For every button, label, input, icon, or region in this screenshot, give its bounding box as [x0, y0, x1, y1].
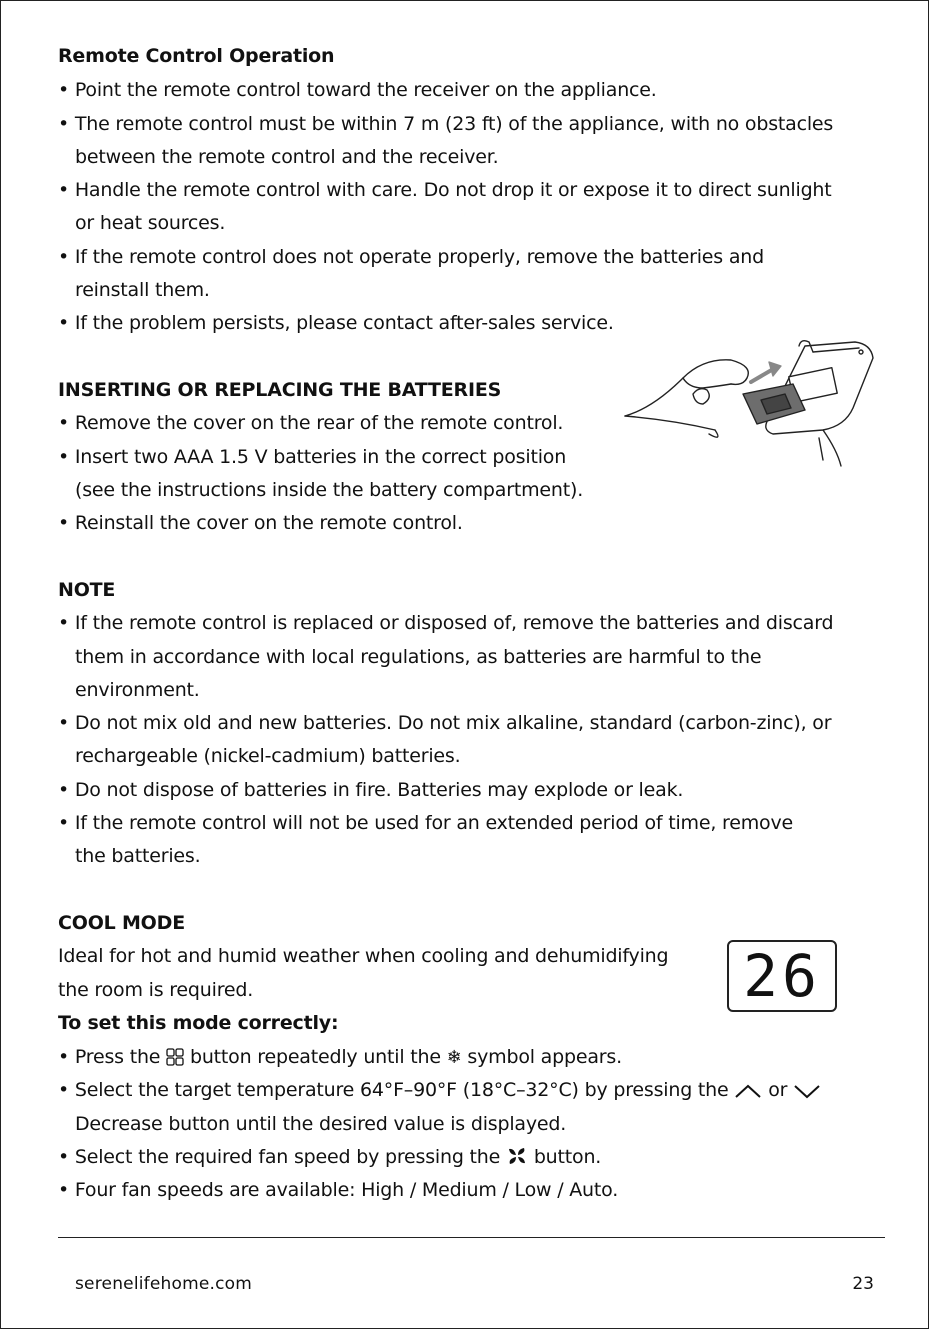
note-line-1: • If the remote control is replaced or disposed of, remove the batteries and discard	[58, 612, 834, 634]
cool-line-1-part-1: • Press the	[58, 1046, 161, 1068]
cool-line-4	[58, 1146, 601, 1168]
down-arrow-icon	[793, 1083, 821, 1099]
cool-line-1-part-2: button repeatedly until the	[189, 1046, 441, 1068]
note-line-8: the batteries.	[75, 845, 201, 867]
cool-line-1	[58, 1046, 622, 1069]
cool-intro-2: the room is required.	[58, 979, 254, 1001]
note-line-3: environment.	[75, 679, 200, 701]
cool-line-2-part-2: or	[768, 1079, 788, 1101]
cool-line-2-part-1: • Select the target temperature 64°F–90°F (18°C–32°C) by pressing the	[58, 1079, 729, 1101]
cool-line-1-part-3: symbol appears.	[467, 1046, 622, 1068]
cool-heading: COOL MODE	[58, 912, 185, 934]
temperature-display	[727, 940, 837, 1012]
remote-line-1: • Point the remote control toward the receiver on the appliance.	[58, 79, 657, 101]
remote-line-8: • If the problem persists, please contact after-sales service.	[58, 312, 614, 334]
cool-line-4-part-2: button.	[533, 1146, 602, 1168]
note-heading: NOTE	[58, 579, 116, 601]
note-line-6: • Do not dispose of batteries in fire. Batteries may explode or leak.	[58, 779, 684, 801]
remote-line-4: • Handle the remote control with care. Do not drop it or expose it to direct sunlight	[58, 179, 832, 201]
cool-intro-1: Ideal for hot and humid weather when cooling and dehumidifying	[58, 945, 669, 967]
remote-line-7: reinstall them.	[75, 279, 210, 301]
cool-line-2	[58, 1079, 821, 1101]
display-value: 26	[743, 942, 821, 1010]
remote-line-3: between the remote control and the receiver.	[75, 146, 499, 168]
footer-divider	[58, 1237, 885, 1238]
cool-line-3: Decrease button until the desired value is displayed.	[75, 1113, 567, 1135]
up-arrow-icon	[734, 1083, 762, 1099]
batteries-heading: INSERTING OR REPLACING THE BATTERIES	[58, 379, 502, 401]
batteries-line-3: (see the instructions inside the battery compartment).	[75, 479, 584, 501]
fan-icon	[506, 1146, 528, 1166]
batteries-line-2: • Insert two AAA 1.5 V batteries in the correct position	[58, 446, 567, 468]
mode-icon	[166, 1048, 184, 1066]
note-line-7: • If the remote control will not be used for an extended period of time, remove	[58, 812, 793, 834]
snowflake-icon: ❄	[446, 1047, 462, 1068]
footer-website: serenelifehome.com	[75, 1274, 253, 1294]
cool-line-4-part-1: • Select the required fan speed by pressing the	[58, 1146, 501, 1168]
remote-line-2: • The remote control must be within 7 m (23 ft) of the appliance, with no obstacles	[58, 113, 834, 135]
batteries-line-4: • Reinstall the cover on the remote control.	[58, 512, 463, 534]
batteries-line-1: • Remove the cover on the rear of the remote control.	[58, 412, 564, 434]
note-line-4: • Do not mix old and new batteries. Do not mix alkaline, standard (carbon-zinc), or	[58, 712, 832, 734]
page-number: 23	[852, 1274, 874, 1294]
cool-subheading: To set this mode correctly:	[58, 1012, 339, 1034]
note-line-2: them in accordance with local regulations, as batteries are harmful to the	[75, 646, 762, 668]
remote-heading: Remote Control Operation	[58, 45, 335, 67]
remote-line-5: or heat sources.	[75, 212, 226, 234]
remote-line-6: • If the remote control does not operate properly, remove the batteries and	[58, 246, 764, 268]
note-line-5: rechargeable (nickel-cadmium) batteries.	[75, 745, 461, 767]
remote-battery-illustration	[623, 338, 885, 468]
cool-line-5: • Four fan speeds are available: High / Medium / Low / Auto.	[58, 1179, 619, 1201]
